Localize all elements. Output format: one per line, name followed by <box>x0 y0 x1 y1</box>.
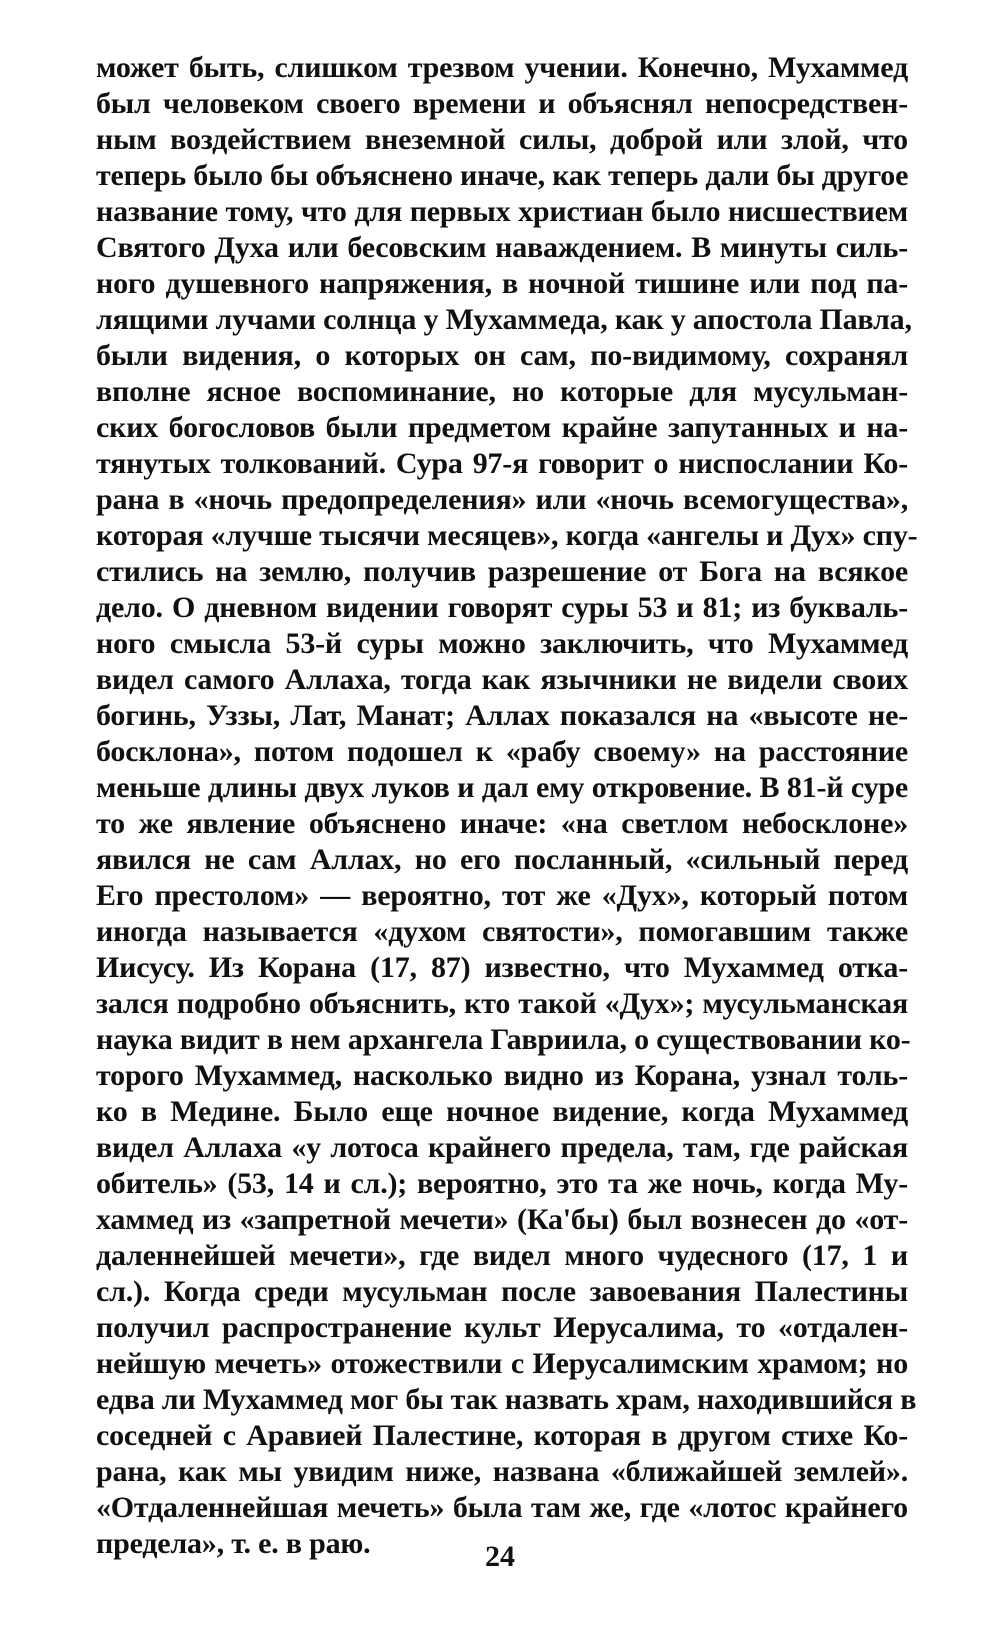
text-line: был человеком своего времени и объяснял непосредствен- <box>96 87 908 120</box>
text-line: рана, как мы увидим ниже, названа «ближайшей землей». <box>96 1455 908 1488</box>
text-line: наука видит в нем архангела Гавриила, о существовании ко- <box>96 1023 911 1056</box>
text-line: ного душевного напряжения, в ночной тишине или под па- <box>96 267 908 300</box>
text-line: нейшую мечеть» отожествили с Иерусалимским храмом; но <box>96 1347 908 1380</box>
text-line: видел самого Аллаха, тогда как язычники не видели своих <box>96 663 908 696</box>
text-line: даленнейшей мечети», где видел много чудесного (17, 1 и <box>96 1239 908 1272</box>
text-line-last: предела», т. е. в раю. <box>96 1527 371 1560</box>
text-line: босклона», потом подошел к «рабу своему» на расстояние <box>96 735 908 768</box>
text-line: может быть, слишком трезвом учении. Конечно, Мухаммед <box>96 51 908 84</box>
text-line: богинь, Уззы, Лат, Манат; Аллах показался на «высоте не- <box>96 699 908 732</box>
text-line: которая «лучше тысячи месяцев», когда «ангелы и Дух» спу- <box>96 519 918 552</box>
text-line: рана в «ночь предопределения» или «ночь всемогущества», <box>96 483 908 516</box>
text-line: торого Мухаммед, насколько видно из Корана, узнал толь- <box>96 1059 908 1092</box>
body-text <box>96 50 918 1562</box>
text-line: были видения, о которых он сам, по-видимому, сохранял <box>96 339 908 372</box>
text-line: меньше длины двух луков и дал ему откровение. В 81-й суре <box>96 771 908 804</box>
text-line: едва ли Мухаммед мог бы так назвать храм, находившийся в <box>96 1383 917 1416</box>
text-line: ских богословов были предметом крайне запутанных и на- <box>96 411 908 444</box>
text-line: сл.). Когда среди мусульман после завоевания Палестины <box>96 1275 908 1308</box>
text-line: лящими лучами солнца у Мухаммеда, как у апостола Павла, <box>96 303 912 336</box>
text-line: иногда называется «духом святости», помогавшим также <box>96 915 908 948</box>
text-line: то же явление объяснено иначе: «на светлом небосклоне» <box>96 807 908 840</box>
text-line: зался подробно объяснить, кто такой «Дух»; мусульманская <box>96 987 908 1020</box>
text-line: получил распространение культ Иерусалима, то «отдален- <box>96 1311 908 1344</box>
text-line: Иисусу. Из Корана (17, 87) известно, что Мухаммед отка- <box>96 951 908 984</box>
text-line: явился не сам Аллах, но его посланный, «сильный перед <box>96 843 908 876</box>
text-line: тянутых толкований. Сура 97-я говорит о ниспослании Ко- <box>96 447 908 480</box>
text-line: «Отдаленнейшая мечеть» была там же, где «лотос крайнего <box>96 1491 908 1524</box>
text-line: ным воздействием внеземной силы, доброй или злой, что <box>96 123 908 156</box>
page-number: 24 <box>485 1540 515 1573</box>
text-line: ного смысла 53-й суры можно заключить, что Мухаммед <box>96 627 908 660</box>
text-line: ко в Медине. Было еще ночное видение, когда Мухаммед <box>96 1095 908 1128</box>
text-line: вполне ясное воспоминание, но которые для мусульман- <box>96 375 908 408</box>
text-line: дело. О дневном видении говорят суры 53 и 81; из букваль- <box>96 591 908 624</box>
text-line: теперь было бы объяснено иначе, как теперь дали бы другое <box>96 159 909 192</box>
text-line: хаммед из «запретной мечети» (Ка'бы) был вознесен до «от- <box>96 1203 908 1236</box>
text-line: соседней с Аравией Палестине, которая в другом стихе Ко- <box>96 1419 908 1452</box>
text-line: видел Аллаха «у лотоса крайнего предела, там, где райская <box>96 1131 908 1164</box>
text-line: Святого Духа или бесовским наваждением. В минуты силь- <box>96 231 908 264</box>
text-line: Его престолом» — вероятно, тот же «Дух», который потом <box>96 879 908 912</box>
text-line: название тому, что для первых христиан было нисшествием <box>96 195 908 228</box>
text-line: стились на землю, получив разрешение от Бога на всякое <box>96 555 908 588</box>
text-line: обитель» (53, 14 и сл.); вероятно, это та же ночь, когда Му- <box>96 1167 908 1200</box>
